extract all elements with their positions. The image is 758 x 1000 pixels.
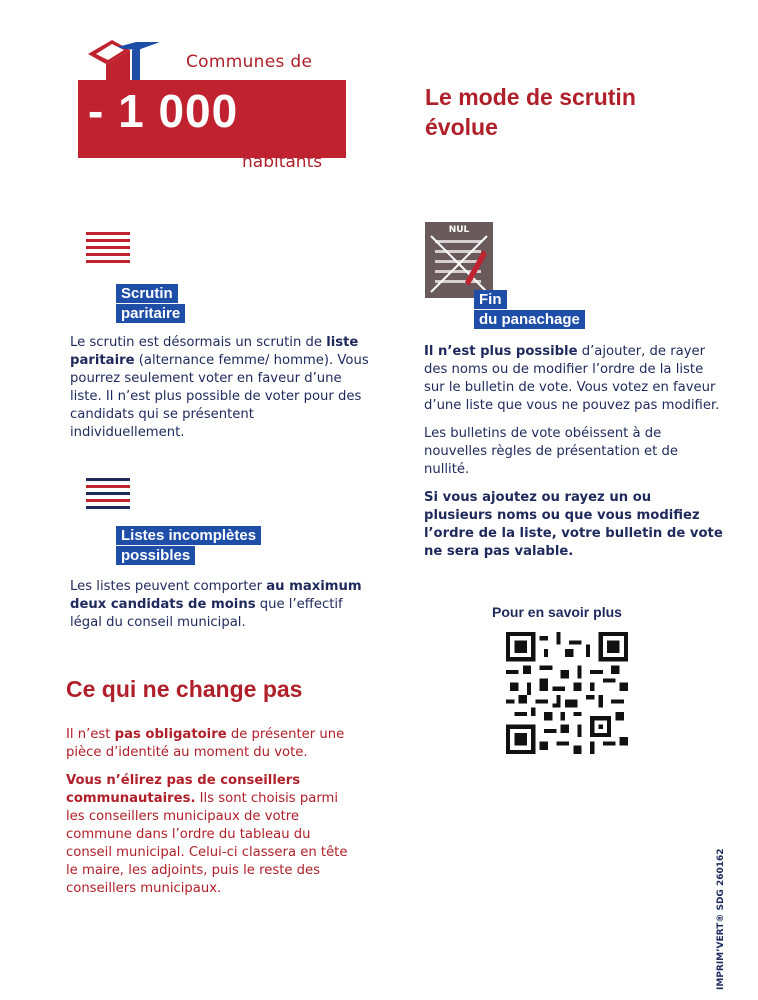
- label-listes-incompletes: [116, 526, 261, 566]
- nul-ballot-icon: [425, 222, 493, 298]
- text-span: (alternance femme/ homme). Vous pourrez seulement voter en faveur d’une liste. Il n’est plus possible de voter pour des candidats qui se présentent individuellement.: [70, 353, 369, 440]
- label-line: Fin: [474, 290, 507, 309]
- population-band: [78, 80, 346, 158]
- bold-span: liste paritaire: [70, 335, 359, 368]
- unchanged-heading: Ce qui ne change pas: [66, 676, 303, 702]
- bold-span: Si vous ajoutez ou rayez un ou plusieurs noms ou que vous modifiez l’ordre de la liste, votre bulletin de vote ne sera pas valable.: [424, 490, 723, 559]
- text-span: d’ajouter, de rayer des noms ou de modifier l’ordre de la liste sur le bulletin de vote. Vous votez en faveur d’une liste que vous ne pouvez pas modifier.: [424, 344, 720, 413]
- panachage-p2: [424, 425, 724, 479]
- text-span: de présenter une pièce d’identité au moment du vote.: [66, 727, 345, 760]
- scrutin-paragraph: [70, 334, 370, 442]
- bold-span: au maximum deux candidats de moins: [70, 579, 362, 612]
- nul-label: NUL: [448, 225, 470, 235]
- imprint-footer: IMPRIM’VERT® SDG 260162: [716, 848, 726, 990]
- label-fin-panachage: [474, 290, 585, 330]
- text-span: Ils sont choisis parmi les conseillers municipaux de votre commune dans l’ordre du tableau du conseil municipal. Celui-ci classera en tête le maire, les adjoints, puis le reste des conseillers municipaux.: [66, 791, 348, 896]
- panachage-p3: [424, 489, 724, 561]
- more-info-label: Pour en savoir plus: [492, 604, 622, 620]
- population-number: - 1 000: [88, 85, 239, 137]
- listes-paragraph: [70, 578, 370, 632]
- panachage-paragraphs: [424, 343, 724, 571]
- stripes-icon: [86, 478, 130, 513]
- qr-code-icon[interactable]: [506, 632, 628, 754]
- text-span: Le scrutin est désormais un scrutin de: [70, 335, 327, 350]
- panachage-p1: [424, 343, 724, 415]
- communes-de-text: Communes de: [186, 52, 313, 72]
- text-span: Les bulletins de vote obéissent à de nouvelles règles de présentation et de nullité.: [424, 426, 678, 477]
- house-roof-icon: [84, 40, 164, 80]
- bold-span: Vous n’élirez pas de conseillers communautaires.: [66, 773, 301, 806]
- habitants-text: habitants: [242, 152, 323, 172]
- bold-span: pas obligatoire: [114, 727, 227, 742]
- unchanged-p1: [66, 726, 358, 762]
- unchanged-paragraphs: [66, 726, 358, 908]
- label-line: Listes incomplètes: [116, 526, 261, 545]
- label-line: du panachage: [474, 310, 585, 329]
- label-line: paritaire: [116, 304, 185, 323]
- label-line: possibles: [116, 546, 195, 565]
- text-span: Les listes peuvent comporter: [70, 579, 267, 594]
- label-line: Scrutin: [116, 284, 178, 303]
- bold-span: Il n’est plus possible: [424, 344, 578, 359]
- page-title: Le mode de scrutin évolue: [425, 84, 636, 140]
- text-span: Il n’est: [66, 727, 115, 742]
- label-scrutin-paritaire: [116, 284, 185, 324]
- stripes-icon: [86, 232, 130, 267]
- text-span: que l’effectif légal du conseil municipal.: [70, 597, 343, 630]
- unchanged-p2: [66, 772, 358, 898]
